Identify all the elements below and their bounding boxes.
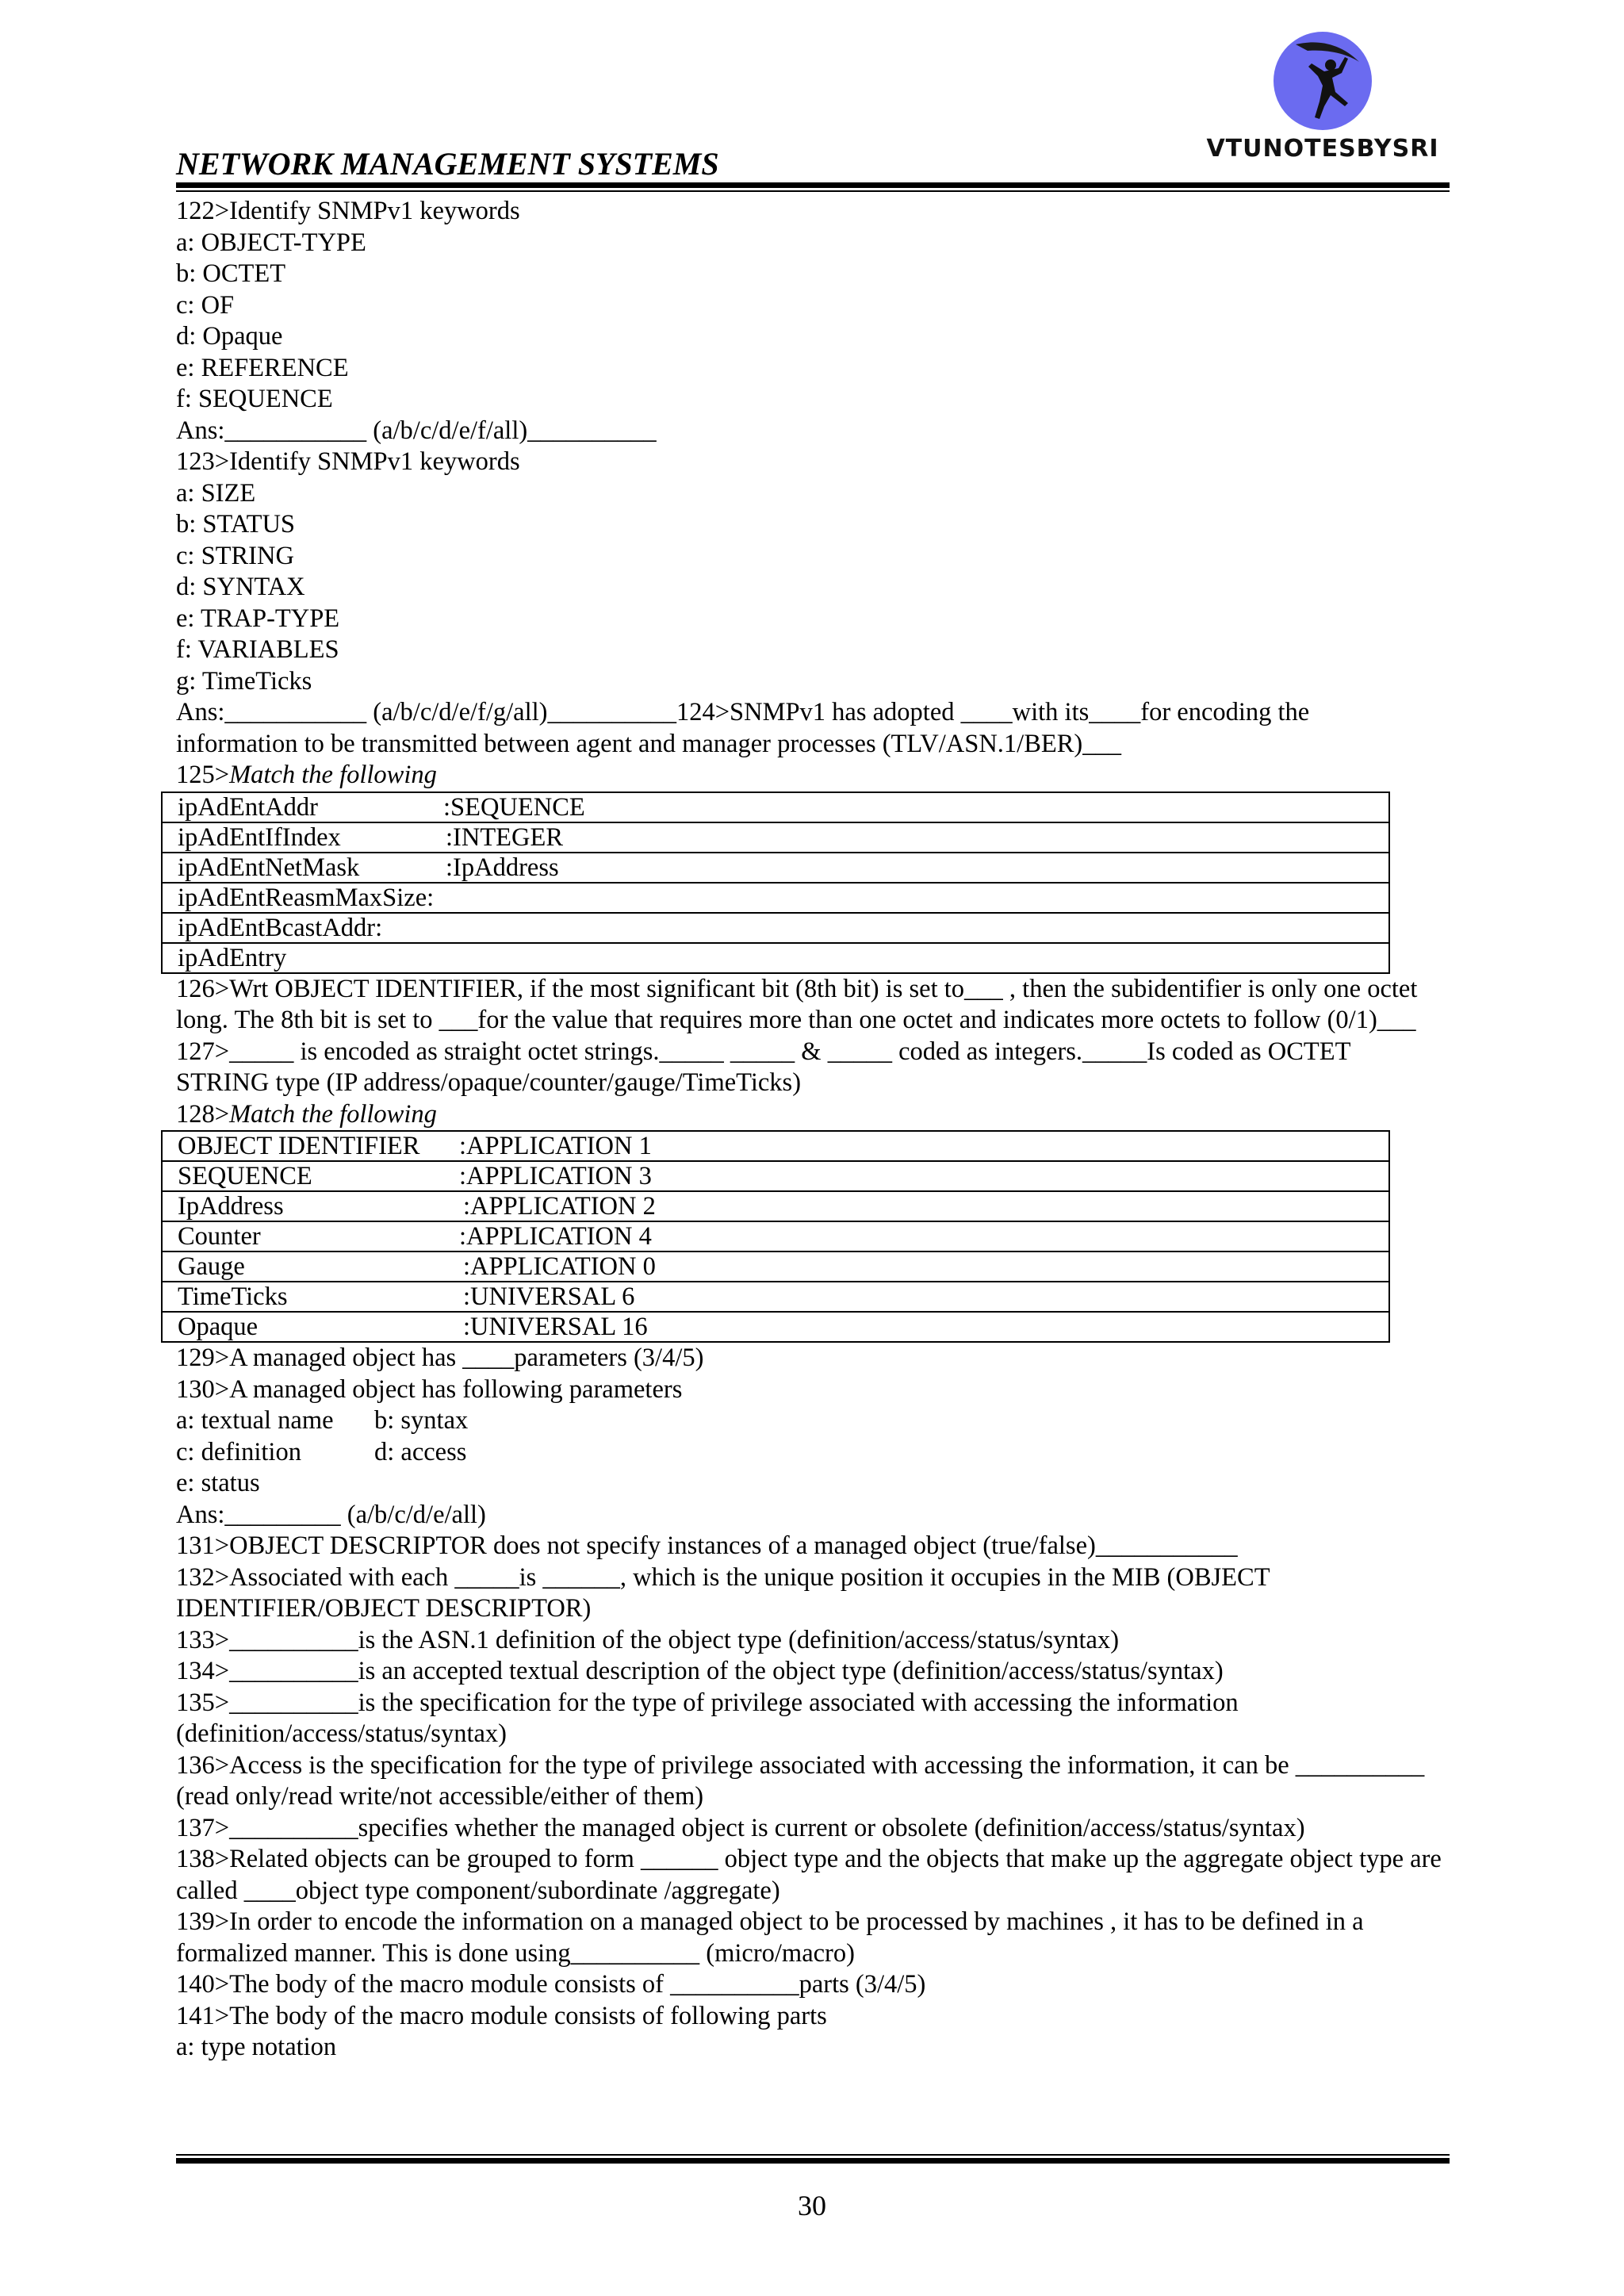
question-128-title	[176, 1099, 1450, 1131]
question-122-option: c: OF	[176, 290, 235, 320]
table-row	[162, 1131, 1389, 1161]
question-141-option: a: type notation	[176, 2033, 337, 2061]
header-rule-thin	[176, 190, 1450, 192]
question-130-option: d: access	[374, 1437, 467, 1466]
question-123-option: e: TRAP-TYPE	[176, 604, 340, 633]
match-left: OBJECT IDENTIFIER	[178, 1132, 420, 1160]
table-cell	[162, 1131, 1389, 1161]
match-left: ipAdEntNetMask	[178, 853, 360, 882]
match-left: ipAdEntReasmMaxSize:	[178, 883, 435, 912]
table-cell	[162, 1191, 1389, 1221]
table-row	[162, 883, 1389, 913]
match-left: TimeTicks	[178, 1282, 288, 1311]
match-table-128	[161, 1130, 1390, 1343]
question-140: 140>The body of the macro module consists of __________parts (3/4/5)	[176, 1970, 926, 1999]
match-left: Opaque	[178, 1313, 259, 1341]
question-122-answer: Ans:___________ (a/b/c/d/e/f/all)__________	[176, 416, 657, 445]
question-123-option: c: STRING	[176, 541, 294, 570]
match-right: :APPLICATION 0	[463, 1252, 656, 1281]
question-122-title: 122>Identify SNMPv1 keywords	[176, 197, 520, 225]
table-row	[162, 1251, 1389, 1282]
match-table-125	[161, 792, 1390, 974]
question-130-options	[176, 1405, 1450, 1437]
question-122-option: b: OCTET	[176, 259, 286, 288]
table-cell	[162, 792, 1389, 822]
match-right: :UNIVERSAL 6	[463, 1282, 635, 1311]
question-124-continuation: information to be transmitted between agent and manager processes (TLV/ASN.1/BER)___	[176, 729, 1121, 758]
question-129: 129>A managed object has ____parameters (3/4/5)	[176, 1343, 704, 1372]
question-130-option: c: definition	[176, 1437, 301, 1466]
table-cell	[162, 913, 1389, 943]
match-left: ipAdEntIfIndex	[178, 822, 341, 852]
question-139: 139>In order to encode the information on a managed object to be processed by machines , it has to be defined in a formalized manner. This is done using__________ (micro/macro)	[176, 1907, 1364, 1968]
match-right: :APPLICATION 2	[463, 1192, 656, 1221]
match-right: :SEQUENCE	[443, 792, 585, 822]
question-130-option: a: textual name	[176, 1406, 334, 1435]
table-cell	[162, 822, 1389, 853]
table-cell	[162, 943, 1389, 973]
question-123-option: f: VARIABLES	[176, 635, 339, 664]
table-row	[162, 1221, 1389, 1251]
table-row	[162, 792, 1389, 822]
question-126: 126>Wrt OBJECT IDENTIFIER, if the most significant bit (8th bit) is set to___ , then the subidentifier is only one octet long. The 8th bit is set to ___for the value that requires more than one octet and indicates more octets to follow (0/1)___	[176, 974, 1418, 1034]
table-row	[162, 913, 1389, 943]
question-130-option: b: syntax	[374, 1406, 469, 1435]
question-122-option: a: OBJECT-TYPE	[176, 228, 366, 257]
question-130-options	[176, 1437, 1450, 1469]
question-130-title: 130>A managed object has following parameters	[176, 1374, 683, 1404]
question-instruction: Match the following	[229, 1099, 437, 1129]
table-cell	[162, 1312, 1389, 1342]
question-122-option: e: REFERENCE	[176, 353, 349, 382]
climber-logo-icon	[1272, 30, 1373, 132]
question-141-title: 141>The body of the macro module consists of following parts	[176, 2001, 827, 2030]
match-right: :APPLICATION 4	[459, 1222, 652, 1251]
match-right: :IpAddress	[446, 853, 559, 882]
document-title: NETWORK MANAGEMENT SYSTEMS	[176, 146, 719, 182]
question-127: 127>_____ is encoded as straight octet strings._____ _____ & _____ coded as integers._____Is coded as OCTET STRING type (IP address/opaque/counter/gauge/TimeTicks)	[176, 1037, 1350, 1097]
question-123-answer: Ans:___________ (a/b/c/d/e/f/g/all)__________124>SNMPv1 has adopted ____with its____for encoding the	[176, 698, 1310, 726]
question-instruction: Match the following	[229, 761, 437, 789]
table-cell	[162, 1161, 1389, 1191]
match-left: IpAddress	[178, 1192, 284, 1221]
question-123-option: d: SYNTAX	[176, 573, 305, 601]
table-row	[162, 1312, 1389, 1342]
table-cell	[162, 1221, 1389, 1251]
question-130-answer: Ans:_________ (a/b/c/d/e/all)	[176, 1500, 486, 1529]
question-125-title	[176, 760, 1450, 792]
table-row	[162, 853, 1389, 883]
footer-rule-thin	[176, 2154, 1450, 2156]
question-132: 132>Associated with each _____is ______, which is the unique position it occupies in the MIB (OBJECT IDENTIFIER/OBJECT DESCRIPTOR)	[176, 1562, 1270, 1623]
table-row	[162, 822, 1389, 853]
match-right: :UNIVERSAL 16	[463, 1313, 648, 1341]
table-row	[162, 1282, 1389, 1312]
table-cell	[162, 1282, 1389, 1312]
question-131: 131>OBJECT DESCRIPTOR does not specify instances of a managed object (true/false)___________	[176, 1531, 1238, 1560]
table-row	[162, 943, 1389, 973]
table-cell	[162, 1251, 1389, 1282]
match-left: ipAdEntry	[178, 943, 287, 972]
question-134: 134>__________is an accepted textual description of the object type (definition/access/status/syntax)	[176, 1657, 1224, 1685]
question-122-option: d: Opaque	[176, 322, 283, 351]
question-138: 138>Related objects can be grouped to form ______ object type and the objects that make up the aggregate object type are called ____object type component/subordinate /aggregate)	[176, 1845, 1442, 1905]
question-list	[176, 196, 1450, 2064]
question-number: 125>	[176, 761, 230, 789]
question-123-option: b: STATUS	[176, 510, 295, 539]
question-137: 137>__________specifies whether the managed object is current or obsolete (definition/access/status/syntax)	[176, 1813, 1305, 1842]
match-left: SEQUENCE	[178, 1162, 312, 1190]
match-right: :APPLICATION 3	[459, 1162, 652, 1190]
question-number: 128>	[176, 1099, 230, 1129]
footer-rule	[176, 2158, 1450, 2164]
question-136: 136>Access is the specification for the type of privilege associated with accessing the information, it can be __________ (read only/read write/not accessible/either of them)	[176, 1750, 1425, 1811]
match-left: Gauge	[178, 1252, 245, 1281]
match-right: :INTEGER	[446, 822, 564, 852]
header-rule	[176, 182, 1450, 188]
page-number: 30	[798, 2190, 826, 2221]
table-row	[162, 1161, 1389, 1191]
table-cell	[162, 853, 1389, 883]
question-135: 135>__________is the specification for the type of privilege associated with accessing the information (definition/access/status/syntax)	[176, 1688, 1239, 1748]
table-cell	[162, 883, 1389, 913]
question-122-option: f: SEQUENCE	[176, 385, 333, 413]
match-right: :APPLICATION 1	[459, 1132, 652, 1160]
match-left: ipAdEntBcastAddr:	[178, 913, 383, 942]
logo-text: VTUNOTESBYSRI	[1206, 135, 1439, 163]
table-row	[162, 1191, 1389, 1221]
question-133: 133>__________is the ASN.1 definition of the object type (definition/access/status/syntax)	[176, 1625, 1120, 1654]
match-left: ipAdEntAddr	[178, 792, 318, 822]
question-130-option: e: status	[176, 1469, 260, 1497]
question-123-option: a: SIZE	[176, 478, 256, 508]
match-left: Counter	[178, 1222, 261, 1251]
question-123-title: 123>Identify SNMPv1 keywords	[176, 447, 520, 476]
question-123-option: g: TimeTicks	[176, 666, 312, 696]
